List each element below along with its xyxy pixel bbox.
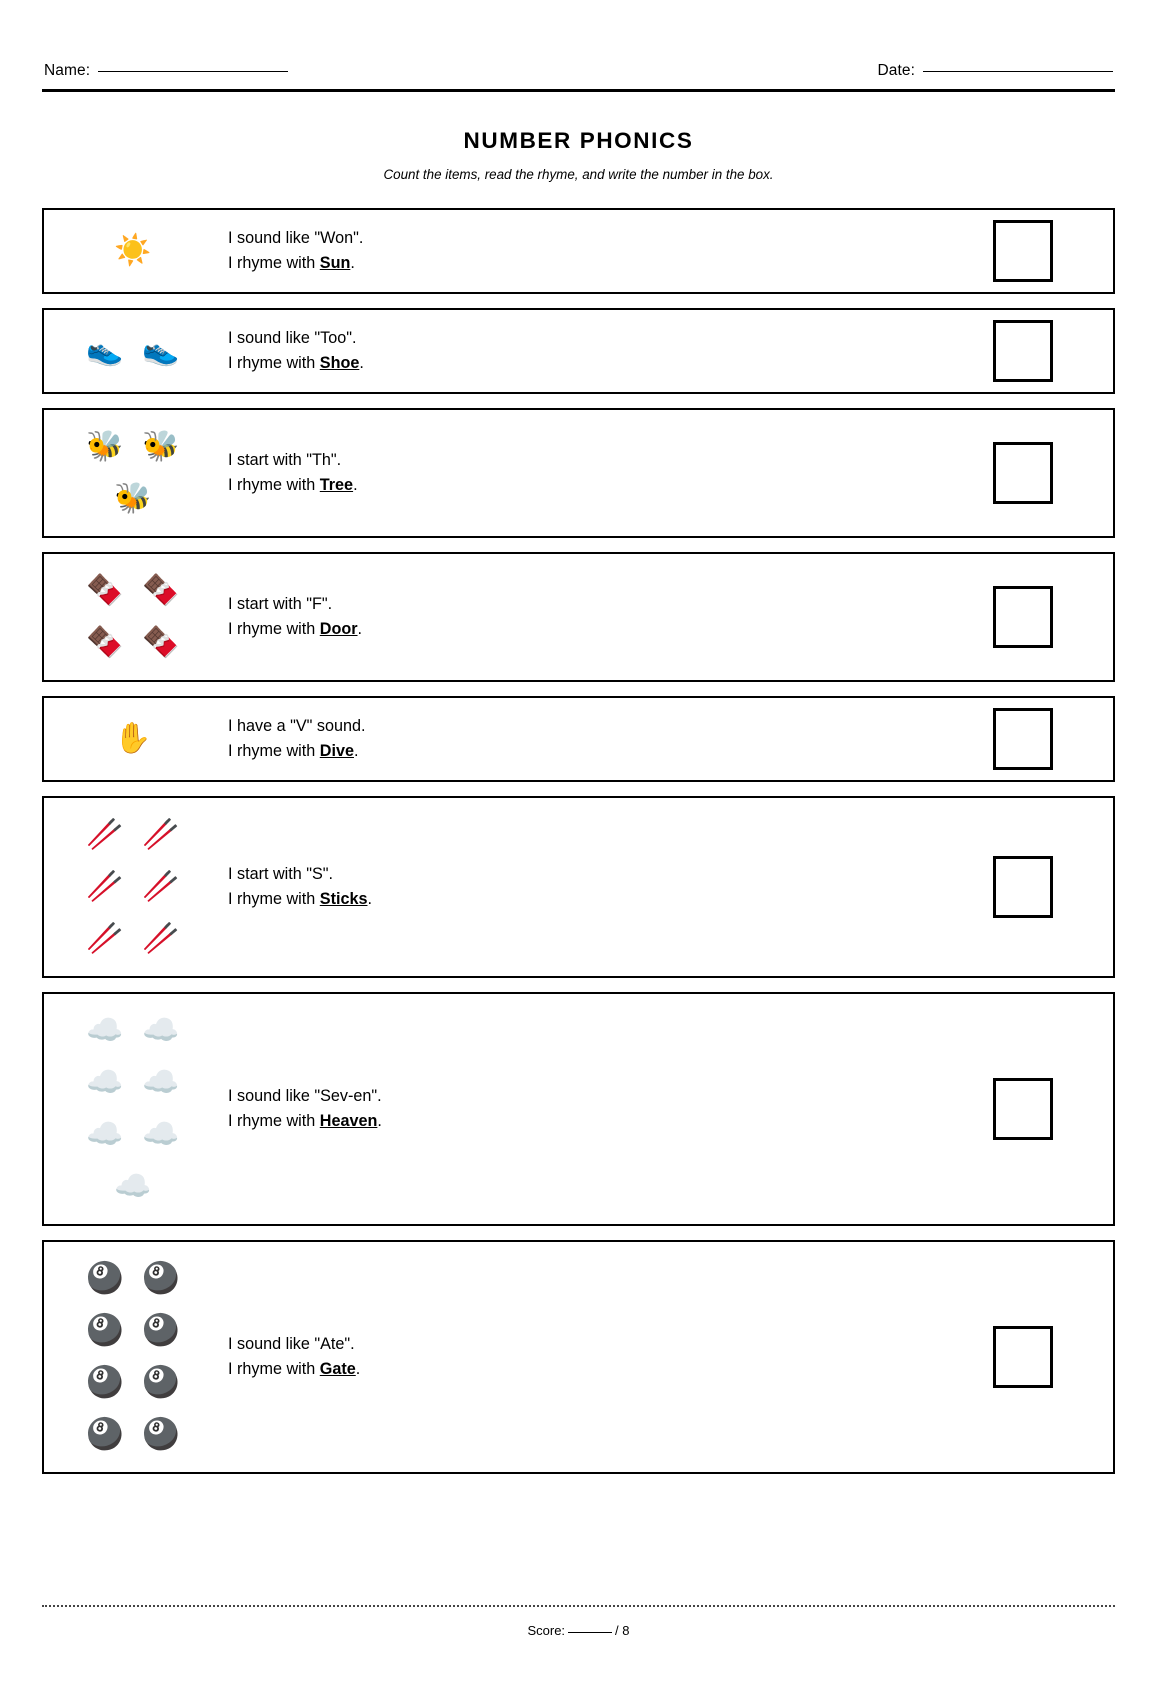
clue-line: I start with "S". <box>228 864 334 883</box>
score-line <box>42 1623 1115 1638</box>
rhyme-word: Sun <box>319 254 351 272</box>
question-row <box>42 1240 1115 1474</box>
clue-line: I start with "F". <box>228 594 333 613</box>
question-row <box>42 208 1115 294</box>
cloud-emoji: ☁️ <box>86 1065 124 1100</box>
answer-box[interactable] <box>993 1326 1053 1388</box>
score-total: / 8 <box>615 1623 630 1638</box>
question-icons <box>44 224 222 278</box>
rhyme-prefix: I rhyme with <box>228 354 320 372</box>
rhyme-line <box>228 351 933 376</box>
answer-cell <box>933 442 1113 504</box>
clue-line: I sound like "Won". <box>228 228 364 247</box>
clue-line: I have a "V" sound. <box>228 716 366 735</box>
rhyme-line <box>228 251 933 276</box>
answer-cell <box>933 708 1113 770</box>
cloud-emoji: ☁️ <box>142 1117 180 1152</box>
name-write-line[interactable] <box>98 71 288 72</box>
question-row <box>42 796 1115 978</box>
question-row <box>42 408 1115 538</box>
footer-divider <box>42 1605 1115 1607</box>
name-label: Name: <box>44 62 91 79</box>
rhyme-line <box>228 1357 933 1382</box>
rhyme-prefix: I rhyme with <box>228 620 320 638</box>
answer-box[interactable] <box>993 1078 1053 1140</box>
rhyme-suffix: . <box>367 890 372 908</box>
sun-emoji: ☀️ <box>114 233 152 268</box>
rhyme-line <box>228 617 933 642</box>
honeybee-emoji: 🐝 <box>114 481 152 516</box>
chopsticks-emoji: 🥢 <box>142 869 180 904</box>
date-label: Date: <box>877 62 915 79</box>
rhyme-prefix: I rhyme with <box>228 742 320 760</box>
rhyme-word: Heaven <box>319 1112 378 1130</box>
pool-8-ball-emoji: 🎱 <box>142 1365 180 1400</box>
honeybee-emoji: 🐝 <box>142 429 180 464</box>
rhyme-prefix: I rhyme with <box>228 476 320 494</box>
answer-cell <box>933 586 1113 648</box>
cloud-emoji: ☁️ <box>114 1169 152 1204</box>
question-icons <box>44 564 222 670</box>
chocolate-bar-emoji: 🍫 <box>142 625 180 660</box>
header-divider <box>42 89 1115 92</box>
rhyme-suffix: . <box>355 1360 361 1378</box>
answer-box[interactable] <box>993 708 1053 770</box>
rhyme-word: Gate <box>319 1360 356 1378</box>
question-list <box>42 208 1115 1474</box>
question-icons <box>44 712 222 766</box>
rhyme-word: Shoe <box>319 354 360 372</box>
rhyme-word: Tree <box>319 476 354 494</box>
question-text <box>222 714 933 764</box>
rhyme-prefix: I rhyme with <box>228 254 320 272</box>
question-row <box>42 308 1115 394</box>
question-text <box>222 1332 933 1382</box>
answer-box[interactable] <box>993 856 1053 918</box>
pool-8-ball-emoji: 🎱 <box>86 1365 124 1400</box>
worksheet-header <box>42 44 1115 80</box>
clue-line: I sound like "Too". <box>228 328 357 347</box>
icon-grid <box>71 570 195 664</box>
pool-8-ball-emoji: 🎱 <box>142 1261 180 1296</box>
answer-cell <box>933 1326 1113 1388</box>
rhyme-line <box>228 887 933 912</box>
question-icons <box>44 324 222 378</box>
question-row <box>42 552 1115 682</box>
running-shoe-emoji: 👟 <box>86 333 124 368</box>
chopsticks-emoji: 🥢 <box>142 817 180 852</box>
answer-box[interactable] <box>993 586 1053 648</box>
question-text <box>222 226 933 276</box>
answer-cell <box>933 856 1113 918</box>
chocolate-bar-emoji: 🍫 <box>86 573 124 608</box>
rhyme-suffix: . <box>357 620 363 638</box>
cloud-emoji: ☁️ <box>142 1065 180 1100</box>
raised-hand-emoji: ✋ <box>114 721 152 756</box>
rhyme-prefix: I rhyme with <box>228 1112 320 1130</box>
icon-grid <box>71 330 195 372</box>
question-text <box>222 326 933 376</box>
pool-8-ball-emoji: 🎱 <box>86 1313 124 1348</box>
instructions: Count the items, read the rhyme, and write the number in the box. <box>383 167 774 182</box>
score-write-line[interactable] <box>568 1632 612 1633</box>
cloud-emoji: ☁️ <box>86 1117 124 1152</box>
chopsticks-emoji: 🥢 <box>86 921 124 956</box>
question-text <box>222 448 933 498</box>
rhyme-suffix: . <box>353 476 358 494</box>
question-text <box>222 862 933 912</box>
rhyme-suffix: . <box>353 742 359 760</box>
chocolate-bar-emoji: 🍫 <box>86 625 124 660</box>
rhyme-line <box>228 739 933 764</box>
question-text <box>222 592 933 642</box>
question-text <box>222 1084 933 1134</box>
cloud-emoji: ☁️ <box>142 1013 180 1048</box>
rhyme-suffix: . <box>359 354 364 372</box>
answer-box[interactable] <box>993 220 1053 282</box>
pool-8-ball-emoji: 🎱 <box>142 1417 180 1452</box>
clue-line: I sound like "Ate". <box>228 1334 355 1353</box>
date-field <box>877 62 1113 80</box>
icon-grid <box>103 718 163 760</box>
answer-box[interactable] <box>993 442 1053 504</box>
chopsticks-emoji: 🥢 <box>86 869 124 904</box>
rhyme-suffix: . <box>350 254 355 272</box>
answer-cell <box>933 1078 1113 1140</box>
answer-cell <box>933 220 1113 282</box>
date-write-line[interactable] <box>923 71 1113 72</box>
pool-8-ball-emoji: 🎱 <box>142 1313 180 1348</box>
icon-grid <box>71 1258 195 1456</box>
honeybee-emoji: 🐝 <box>86 429 124 464</box>
icon-grid <box>71 1010 195 1208</box>
pool-8-ball-emoji: 🎱 <box>86 1417 124 1452</box>
pool-8-ball-emoji: 🎱 <box>86 1261 124 1296</box>
chopsticks-emoji: 🥢 <box>86 817 124 852</box>
question-icons <box>44 1004 222 1214</box>
rhyme-word: Dive <box>319 742 354 760</box>
rhyme-line <box>228 473 933 498</box>
rhyme-word: Sticks <box>319 890 368 908</box>
cloud-emoji: ☁️ <box>86 1013 124 1048</box>
clue-line: I sound like "Sev-en". <box>228 1086 382 1105</box>
icon-grid <box>71 426 195 520</box>
rhyme-suffix: . <box>377 1112 382 1130</box>
clue-line: I start with "Th". <box>228 450 342 469</box>
worksheet-footer <box>42 1605 1115 1638</box>
question-row <box>42 696 1115 782</box>
name-field <box>44 62 288 80</box>
icon-grid <box>103 230 163 272</box>
answer-cell <box>933 320 1113 382</box>
score-label: Score: <box>527 1623 566 1638</box>
page-title: NUMBER PHONICS <box>463 128 694 153</box>
question-icons <box>44 1252 222 1462</box>
rhyme-line <box>228 1109 933 1134</box>
icon-grid <box>71 814 195 960</box>
rhyme-word: Door <box>319 620 358 638</box>
rhyme-prefix: I rhyme with <box>228 1360 320 1378</box>
question-icons <box>44 808 222 966</box>
rhyme-prefix: I rhyme with <box>228 890 320 908</box>
answer-box[interactable] <box>993 320 1053 382</box>
question-icons <box>44 420 222 526</box>
question-row <box>42 992 1115 1226</box>
chopsticks-emoji: 🥢 <box>142 921 180 956</box>
chocolate-bar-emoji: 🍫 <box>142 573 180 608</box>
running-shoe-emoji: 👟 <box>142 333 180 368</box>
